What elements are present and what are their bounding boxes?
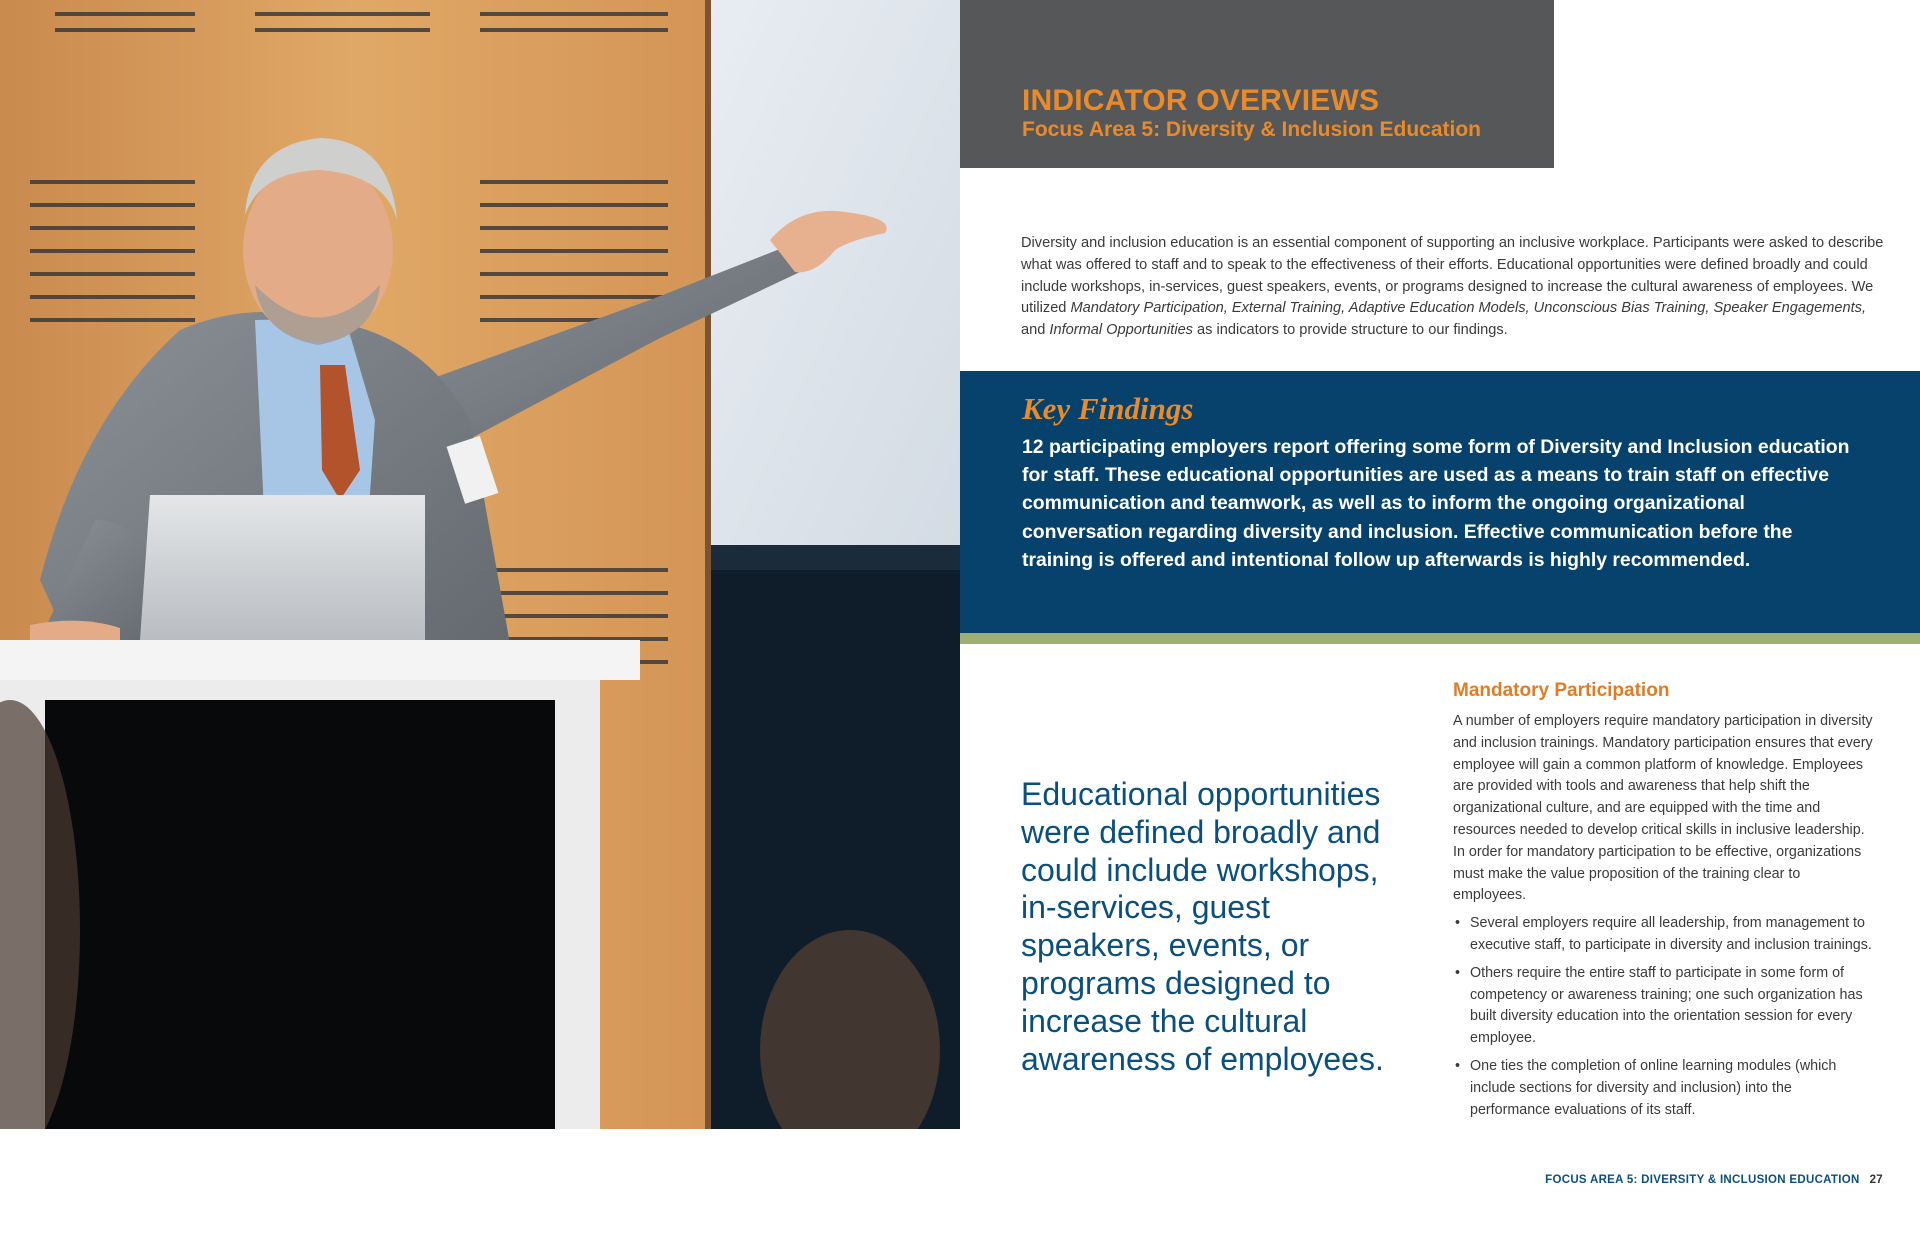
green-divider bbox=[960, 633, 1920, 644]
mandatory-participation-body: A number of employers require mandatory participation in diversity and inclusion trainings. Mandatory participation ensures that every employee will gain a common platform of knowledge. Employees are provided with tools and awareness that help shift the organizational culture, and are equipped with the time and resources needed to develop critical skills in inclusive leadership. In order for mandatory participation to be effective, organizations must make the value proposition of the training clear to employees. bbox=[1453, 713, 1873, 904]
list-item: • Several employers require all leadership, from management to executive staff, to participate in diversity and inclusion trainings. bbox=[1453, 913, 1873, 957]
page-title: INDICATOR OVERVIEWS bbox=[1022, 84, 1380, 117]
list-item: • One ties the completion of online learning modules (which include sections for diversity and inclusion) into the performance evaluations of its staff. bbox=[1453, 1056, 1873, 1121]
presenter-photo bbox=[0, 0, 960, 1129]
mandatory-participation-heading: Mandatory Participation bbox=[1453, 680, 1670, 701]
header-box bbox=[960, 0, 1554, 168]
intro-text-3: as indicators to provide structure to our findings. bbox=[1192, 322, 1508, 339]
intro-italic-indicators: Mandatory Participation, External Training, Adaptive Education Models, Unconscious Bias Training, Speaker Engagements, bbox=[1070, 300, 1866, 317]
mandatory-participation-list bbox=[1453, 913, 1883, 1121]
intro-text-2: and bbox=[1021, 322, 1050, 339]
page-number: 27 bbox=[1869, 1174, 1883, 1186]
intro-text-1: Diversity and inclusion education is an essential component of supporting an inclusive workplace. Participants were asked to describe what was offered to staff and to speak to the effectiveness of their efforts. Educational opportunities were defined broadly and could include workshops, in-services, guest speakers, events, or programs designed to increase the cultural awareness of employees. We utilized bbox=[1021, 235, 1884, 317]
footer-section-label: FOCUS AREA 5: DIVERSITY & INCLUSION EDUCATION bbox=[1545, 1174, 1860, 1186]
intro-paragraph bbox=[1021, 233, 1887, 342]
key-findings-panel bbox=[960, 371, 1920, 633]
list-item: • Others require the entire staff to participate in some form of competency or awareness training; one such organization has built diversity education into the orientation session for every employee. bbox=[1453, 963, 1873, 1050]
mandatory-participation-section bbox=[1453, 679, 1883, 1127]
key-findings-text: 12 participating employers report offering some form of Diversity and Inclusion education for staff. These educational opportunities are used as a means to train staff on effective communication and teamwork, as well as to inform the ongoing organizational conversation regarding diversity and inclusion. Effective communication before the training is offered and intentional follow up afterwards is highly recommended. bbox=[1022, 436, 1850, 571]
key-findings-title: Key Findings bbox=[1022, 391, 1194, 426]
pull-quote: Educational opportunities were defined broadly and could include workshops, in-services, guest speakers, events, or programs designed to increase the cultural awareness of employees. bbox=[1021, 776, 1384, 1077]
page-footer bbox=[1545, 1174, 1883, 1186]
intro-italic-informal: Informal Opportunities bbox=[1049, 322, 1193, 339]
page-subtitle: Focus Area 5: Diversity & Inclusion Education bbox=[1022, 118, 1481, 141]
